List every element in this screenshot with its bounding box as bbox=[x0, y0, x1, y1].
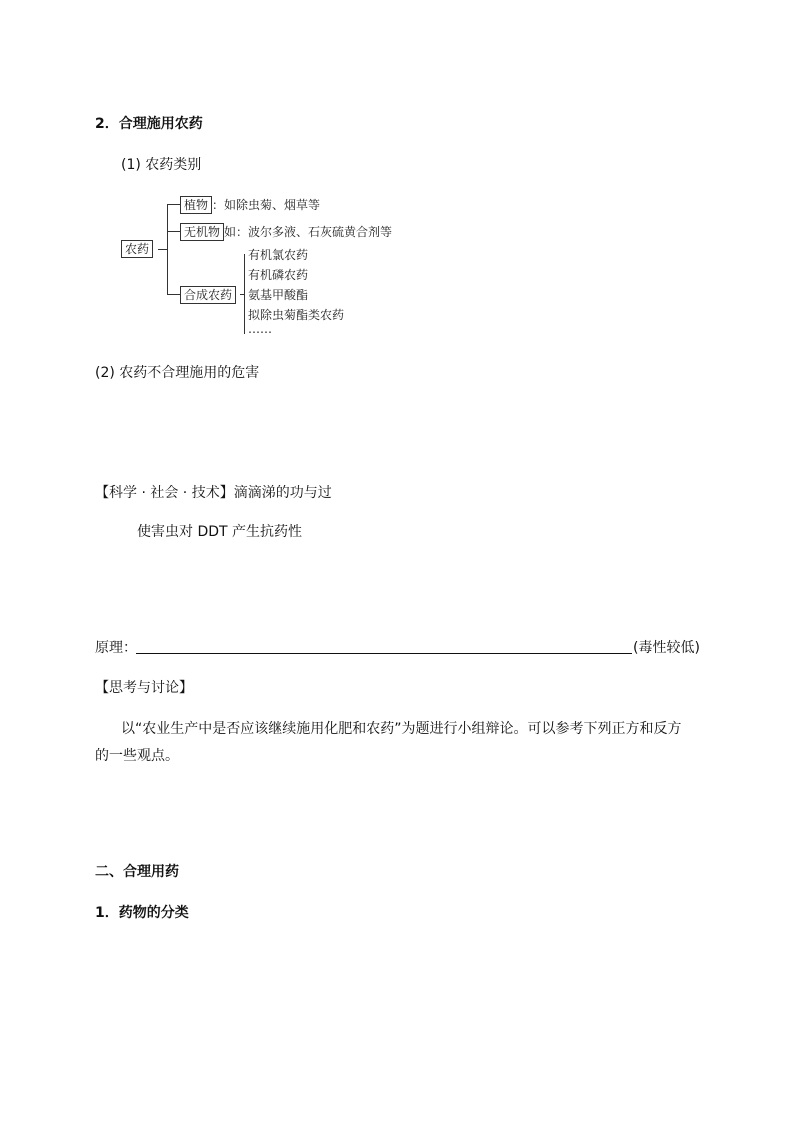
sub-item: 氨基甲酸酯 bbox=[248, 288, 309, 302]
branch-name-inorganic: 无机物 bbox=[180, 223, 224, 241]
branch-name-plant: 植物 bbox=[180, 196, 212, 214]
discussion-heading: 【思考与讨论】 bbox=[95, 680, 193, 696]
branch-name-synthetic: 合成农药 bbox=[180, 286, 236, 304]
branch-desc-inorganic: 如：波尔多液、石灰硫黄合剂等 bbox=[224, 225, 393, 239]
branch-synthetic bbox=[180, 286, 236, 304]
section-heading-pesticide: 2．合理施用农药 bbox=[95, 116, 203, 132]
sub-item: 有机氯农药 bbox=[248, 248, 309, 262]
main-brace bbox=[167, 204, 168, 294]
principle-suffix: (毒性较低) bbox=[633, 640, 700, 656]
principle-label: 原理： bbox=[95, 640, 137, 656]
discussion-paragraph-line1: 以“农业生产中是否应该继续施用化肥和农药”为题进行小组辩论。可以参考下列正方和反方 bbox=[121, 721, 682, 737]
branch-inorganic bbox=[180, 223, 392, 241]
discussion-paragraph-line2: 的一些观点。 bbox=[95, 748, 179, 764]
drug-classification-heading: 1．药物的分类 bbox=[95, 905, 189, 921]
science-heading: 【科学 · 社会 · 技术】滴滴涕的功与过 bbox=[95, 485, 332, 501]
science-line: 使害虫对 DDT 产生抗药性 bbox=[137, 524, 303, 540]
branch-plant bbox=[180, 196, 320, 214]
sub-brace bbox=[244, 254, 245, 334]
principle-blank-line[interactable] bbox=[136, 653, 632, 654]
root-node-pesticide: 农药 bbox=[121, 240, 153, 258]
sub-item: 拟除虫菊酯类农药 bbox=[248, 308, 345, 322]
pesticide-types-label: (1) 农药类别 bbox=[121, 157, 202, 173]
harm-label: (2) 农药不合理施用的危害 bbox=[95, 365, 260, 381]
branch-desc-plant: ：如除虫菊、烟草等 bbox=[212, 198, 321, 212]
root-connector bbox=[158, 249, 167, 250]
sub-item: 有机磷农药 bbox=[248, 268, 309, 282]
part2-heading: 二、合理用药 bbox=[95, 864, 179, 880]
sub-item: …… bbox=[248, 322, 272, 336]
